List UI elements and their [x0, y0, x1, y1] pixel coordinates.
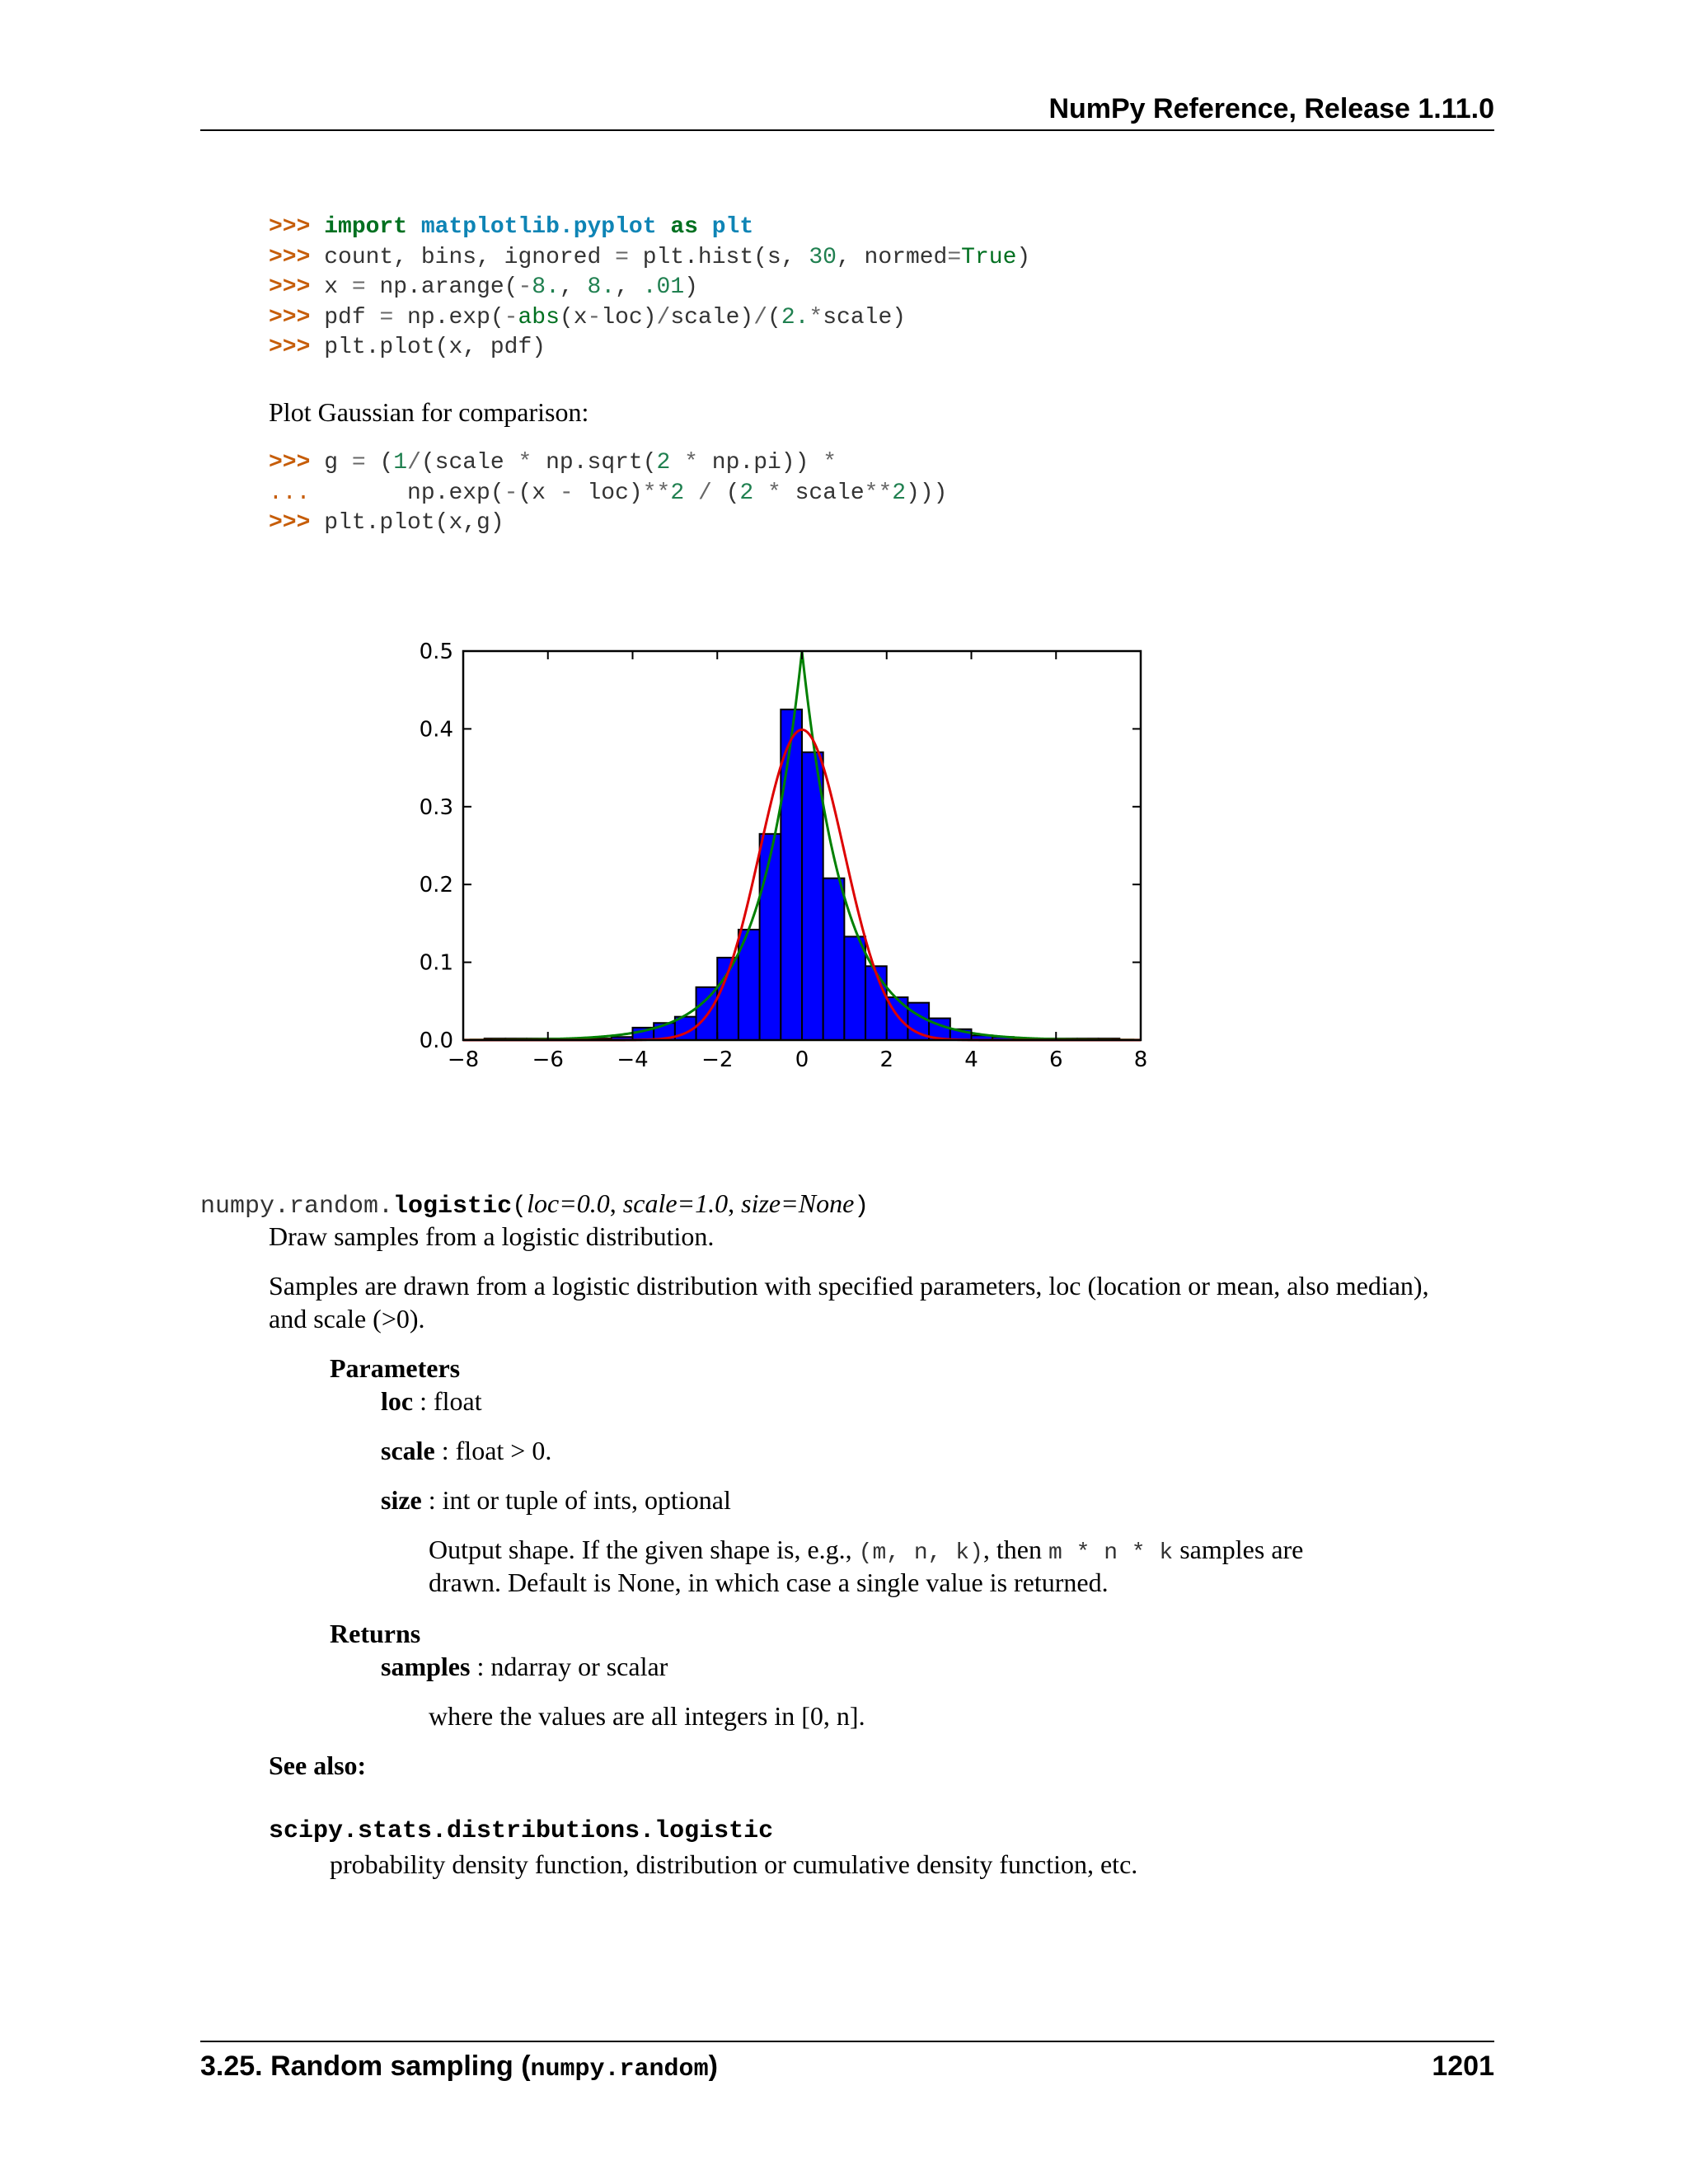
y-tick-label: 0.5 — [419, 640, 453, 664]
return-samples-name: samples — [381, 1652, 471, 1681]
page-number: 1201 — [1432, 2050, 1494, 2082]
param-size-description: Output shape. If the given shape is, e.g., (m, n, k), then m * n * k samples are — [429, 1535, 1304, 1566]
parameters-heading: Parameters — [330, 1353, 461, 1383]
x-tick-label: 6 — [1048, 1047, 1063, 1072]
x-tick-label: 2 — [879, 1047, 894, 1072]
doc-description-line1: Samples are drawn from a logistic distribution with specified parameters, loc (location or mean, also median), — [269, 1271, 1429, 1301]
histogram-bar — [802, 752, 823, 1040]
x-tick-label: −2 — [701, 1047, 734, 1072]
param-size-name: size — [381, 1485, 422, 1515]
code-line: >>> import matplotlib.pyplot as plt — [269, 214, 754, 240]
code-line: >>> pdf = np.exp(-abs(x-loc)/scale)/(2.*scale) — [269, 304, 907, 330]
x-tick-label: −4 — [617, 1047, 649, 1072]
param-loc — [381, 1385, 482, 1418]
return-samples-type: : ndarray or scalar — [470, 1652, 668, 1681]
x-tick-label: −8 — [447, 1047, 480, 1072]
footer-section-title: 3.25. Random sampling (numpy.random) — [200, 2050, 718, 2083]
footer-section-code: numpy.random — [530, 2055, 709, 2083]
code-line: >>> plt.plot(x,g) — [269, 510, 504, 536]
signature-open-paren: ( — [512, 1193, 528, 1221]
param-scale-type: : float > 0. — [434, 1436, 552, 1465]
code-line: >>> x = np.arange(-8., 8., .01) — [269, 274, 698, 300]
y-tick-label: 0.4 — [419, 717, 453, 743]
x-tick-label: 0 — [795, 1047, 809, 1072]
signature-close-paren: ) — [854, 1193, 870, 1221]
signature-param-scale: scale=1.0 — [622, 1188, 729, 1218]
code-block-gaussian — [269, 448, 947, 539]
y-tick-label: 0.3 — [419, 794, 453, 820]
histogram-figure — [396, 626, 1154, 1088]
param-scale-name: scale — [381, 1436, 435, 1465]
return-samples-description: where the values are all integers in [0, n]. — [429, 1701, 865, 1731]
y-tick-label: 0.1 — [419, 950, 453, 976]
param-loc-name: loc — [381, 1386, 414, 1416]
signature-param-loc: loc=0.0 — [527, 1188, 610, 1218]
signature-sep: , — [609, 1188, 623, 1218]
code-line: ... np.exp(-(x - loc)**2 / (2 * scale**2))) — [269, 480, 948, 506]
param-scale — [381, 1434, 551, 1467]
code-block-hist — [269, 213, 1030, 363]
histogram-bar — [865, 966, 887, 1040]
doc-summary: Draw samples from a logistic distribution. — [269, 1221, 715, 1251]
histogram-bar — [760, 834, 781, 1040]
x-tick-label: 8 — [1133, 1047, 1148, 1072]
histogram-bar — [907, 1003, 929, 1040]
return-samples — [381, 1650, 668, 1683]
histogram-bar — [823, 879, 845, 1040]
param-size-description-line2: drawn. Default is None, in which case a single value is returned. — [429, 1568, 1109, 1597]
function-signature — [200, 1187, 869, 1223]
y-tick-label: 0.0 — [419, 1029, 453, 1053]
param-loc-type: : float — [413, 1386, 482, 1416]
footer-rule — [200, 2041, 1494, 2042]
x-tick-label: 4 — [964, 1047, 978, 1072]
see-also-link[interactable]: scipy.stats.distributions.logistic — [269, 1817, 774, 1845]
signature-name: logistic — [393, 1193, 513, 1221]
doc-description-line2: and scale (>0). — [269, 1304, 425, 1333]
code-line: >>> count, bins, ignored = plt.hist(s, 30, normed=True) — [269, 244, 1031, 270]
gaussian-intro: Plot Gaussian for comparison: — [269, 397, 589, 427]
returns-heading: Returns — [330, 1619, 421, 1648]
param-size — [381, 1483, 731, 1516]
code-line: >>> plt.plot(x, pdf) — [269, 335, 546, 360]
see-also-description: probability density function, distribution or cumulative density function, etc. — [330, 1849, 1138, 1879]
x-tick-label: −6 — [532, 1047, 564, 1072]
param-size-type: : int or tuple of ints, optional — [421, 1485, 731, 1515]
header-rule — [200, 129, 1494, 131]
signature-module: numpy.random. — [200, 1193, 394, 1221]
see-also-heading: See also: — [269, 1750, 367, 1780]
signature-param-size: size=None — [741, 1188, 855, 1218]
histogram-bar — [844, 936, 865, 1040]
running-header-title: NumPy Reference, Release 1.11.0 — [1048, 93, 1494, 124]
signature-sep: , — [728, 1188, 742, 1218]
y-tick-label: 0.2 — [419, 873, 453, 898]
code-line: >>> g = (1/(scale * np.sqrt(2 * np.pi)) * — [269, 450, 837, 476]
